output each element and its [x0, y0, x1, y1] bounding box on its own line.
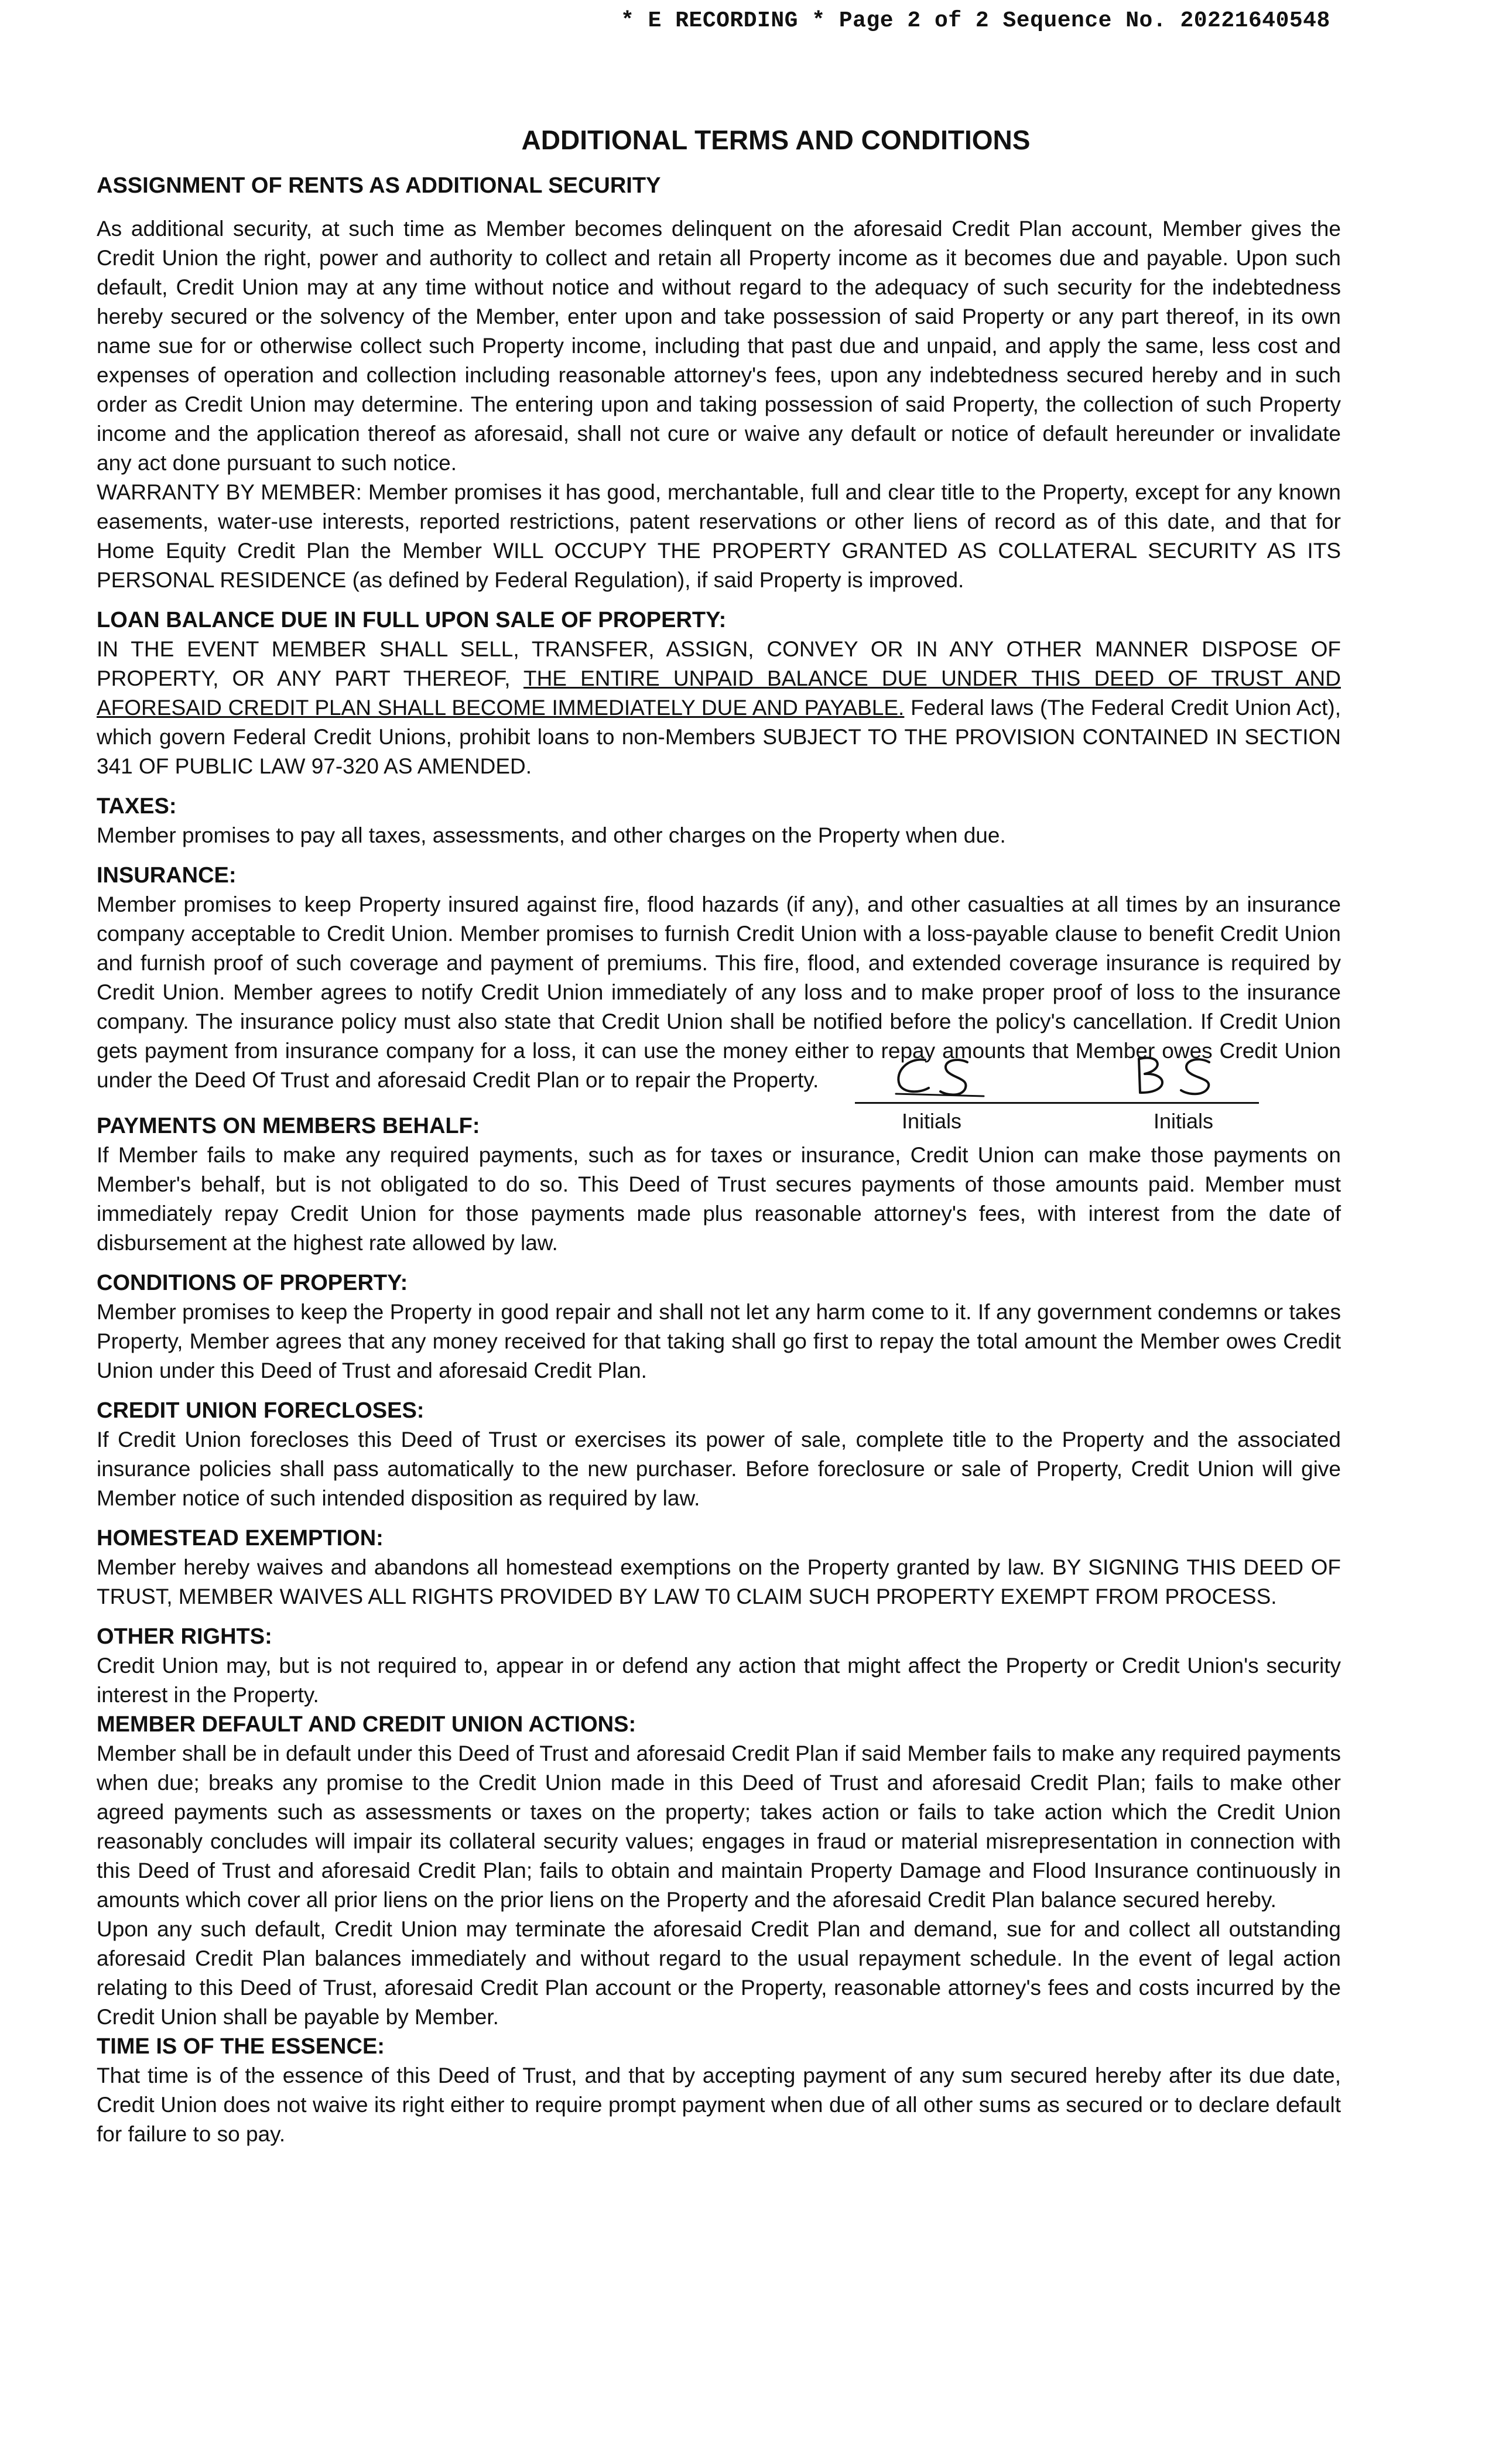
page-title: ADDITIONAL TERMS AND CONDITIONS: [521, 125, 1031, 155]
heading-time: TIME IS OF THE ESSENCE:: [97, 2034, 385, 2059]
initials-signature-cs: [890, 1052, 995, 1102]
paragraph-taxes: Member promises to pay all taxes, assessments, and other charges on the Property when due.: [97, 823, 1006, 847]
initials-row: [97, 1106, 1341, 1141]
initials-label-1: Initials: [902, 1109, 962, 1133]
paragraph-default-actions: Upon any such default, Credit Union may terminate the aforesaid Credit Plan and demand, sue for and collect all outstanding aforesaid Credit Plan balances immediately and without regard to the usual repayment schedule. In the event of legal action relating to this Deed of Trust, aforesaid Credit Plan account or the Property, reasonable attorney's fees and costs incurred by the Credit Union shall be payable by Member.: [97, 1917, 1341, 2029]
paragraph-conditions: Member promises to keep the Property in good repair and shall not let any harm come to it. If any government condemns or takes Property, Member agrees that any money received for that taking shall go first to repay the total amount the Member owes Credit Union under this Deed of Trust and aforesaid Credit Plan.: [97, 1300, 1341, 1382]
loan-balance-underlined-text: THE ENTIRE UNPAID BALANCE DUE UNDER THIS DEED OF TRUST AND AFORESAID CREDIT PLAN SHALL BECOME IMMEDIATELY DUE AND PAYABLE.: [97, 666, 1341, 720]
heading-default: MEMBER DEFAULT AND CREDIT UNION ACTIONS:: [97, 1712, 636, 1737]
paragraph-loan-balance: [97, 635, 1341, 781]
paragraph-homestead: Member hereby waives and abandons all homestead exemptions on the Property granted by law. BY SIGNING THIS DEED OF TRUST, MEMBER WAIVES ALL RIGHTS PROVIDED BY LAW T0 CLAIM SUCH PROPERTY EXEMPT FROM PROCESS.: [97, 1555, 1341, 1609]
heading-insurance: INSURANCE:: [97, 863, 237, 888]
loan-balance-text-start: IN THE EVENT MEMBER SHALL SELL, TRANSFER, ASSIGN, CONVEY OR IN ANY OTHER MANNER DISPOSE OF PROPERTY, OR ANY PART THEREOF,: [97, 637, 1341, 690]
paragraph-insurance: Member promises to keep Property insured against fire, flood hazards (if any), and other casualties at all times by an insurance company acceptable to Credit Union. Member promises to furnish Credit Union with a loss-payable clause to benefit Credit Union and furnish proof of such coverage and payment of premiums. This fire, flood, and extended coverage insurance is required by Credit Union. Member agrees to notify Credit Union immediately of any loss and to make proper proof of loss to the insurance company. The insurance policy must also state that Credit Union shall be notified before the policy's cancellation. If Credit Union gets payment from insurance company for a loss, it can use the money either to repay amounts that Member owes Credit Union under the Deed Of Trust and aforesaid Credit Plan or to repair the Property.: [97, 892, 1341, 1092]
paragraph-default: Member shall be in default under this Deed of Trust and aforesaid Credit Plan if said Member fails to make any required payments when due; breaks any promise to the Credit Union made in this Deed of Trust and aforesaid Credit Plan; fails to make other agreed payments such as assessments or taxes on the property; takes action or fails to take action which the Credit Union reasonably concludes will impair its collateral security values; engages in fraud or material misrepresentation in connection with this Deed of Trust and aforesaid Credit Plan; fails to obtain and maintain Property Damage and Flood Insurance continuously in amounts which cover all prior liens on the prior liens on the Property and the aforesaid Credit Plan balance secured hereby.: [97, 1741, 1341, 1912]
initials-block: [855, 1060, 1259, 1148]
loan-balance-text-end: Federal laws (The Federal Credit Union Act), which govern Federal Credit Unions, prohibit loans to non-Members SUBJECT TO THE PROVISION CONTAINED IN SECTION 341 OF PUBLIC LAW 97-320 AS AMENDED.: [97, 696, 1341, 778]
paragraph-assignment: As additional security, at such time as Member becomes delinquent on the aforesaid Credit Plan account, Member gives the Credit Union the right, power and authority to collect and retain all Property income as it becomes due and payable. Upon such default, Credit Union may at any time without notice and without regard to the adequacy of such security for the indebtedness hereby secured or the solvency of the Member, enter upon and take possession of said Property or any part thereof, in its own name sue for or otherwise collect such Property income, including that past due and unpaid, and apply the same, less cost and expenses of operation and collection including reasonable attorney's fees, upon any indebtedness secured hereby and in such order as Credit Union may determine. The entering upon and taking possession of said Property, the collection of such Property income and the application thereof as aforesaid, shall not cure or waive any default or notice of default hereunder or invalidate any act done pursuant to such notice.: [97, 217, 1341, 475]
heading-forecloses: CREDIT UNION FORECLOSES:: [97, 1398, 425, 1423]
heading-assignment: ASSIGNMENT OF RENTS AS ADDITIONAL SECURITY: [97, 173, 661, 198]
paragraph-forecloses: If Credit Union forecloses this Deed of Trust or exercises its power of sale, complete title to the Property and the associated insurance policies shall pass automatically to the new purchaser. Before foreclosure or sale of Property, Credit Union will give Member notice of such intended disposition as required by law.: [97, 1428, 1341, 1510]
paragraph-time: That time is of the essence of this Deed of Trust, and that by accepting payment of any sum secured hereby after its due date, Credit Union does not waive its right either to require prompt payment when due of all other sums as secured or to declare default for failure to so pay.: [97, 2063, 1341, 2146]
initials-signature-bs: [1127, 1052, 1233, 1102]
heading-homestead: HOMESTEAD EXEMPTION:: [97, 1526, 384, 1551]
heading-taxes: TAXES:: [97, 794, 177, 819]
paragraph-payments: If Member fails to make any required payments, such as for taxes or insurance, Credit Union can make those payments on Member's behalf, but is not obligated to do so. This Deed of Trust secures payments of those amounts paid. Member must immediately repay Credit Union for those payments made plus reasonable attorney's fees, with interest from the date of disbursement at the highest rate allowed by law.: [97, 1143, 1341, 1255]
recording-header: * E RECORDING * Page 2 of 2 Sequence No. 20221640548: [621, 8, 1330, 33]
heading-other-rights: OTHER RIGHTS:: [97, 1624, 272, 1649]
paragraph-warranty: WARRANTY BY MEMBER: Member promises it has good, merchantable, full and clear title to the Property, except for any known easements, water-use interests, reported restrictions, patent reservations or other liens of record as of this date, and that for Home Equity Credit Plan the Member WILL OCCUPY THE PROPERTY GRANTED AS COLLATERAL SECURITY AS ITS PERSONAL RESIDENCE (as defined by Federal Regulation), if said Property is improved.: [97, 480, 1341, 592]
heading-loan-balance: LOAN BALANCE DUE IN FULL UPON SALE OF PROPERTY:: [97, 608, 727, 632]
initials-line: [855, 1102, 1259, 1104]
heading-payments: PAYMENTS ON MEMBERS BEHALF:: [97, 1114, 480, 1138]
paragraph-other-rights: Credit Union may, but is not required to, appear in or defend any action that might affect the Property or Credit Union's security interest in the Property.: [97, 1654, 1341, 1707]
terms-body: [97, 171, 1341, 2149]
initials-label-2: Initials: [1154, 1109, 1214, 1133]
heading-conditions: CONDITIONS OF PROPERTY:: [97, 1271, 408, 1295]
